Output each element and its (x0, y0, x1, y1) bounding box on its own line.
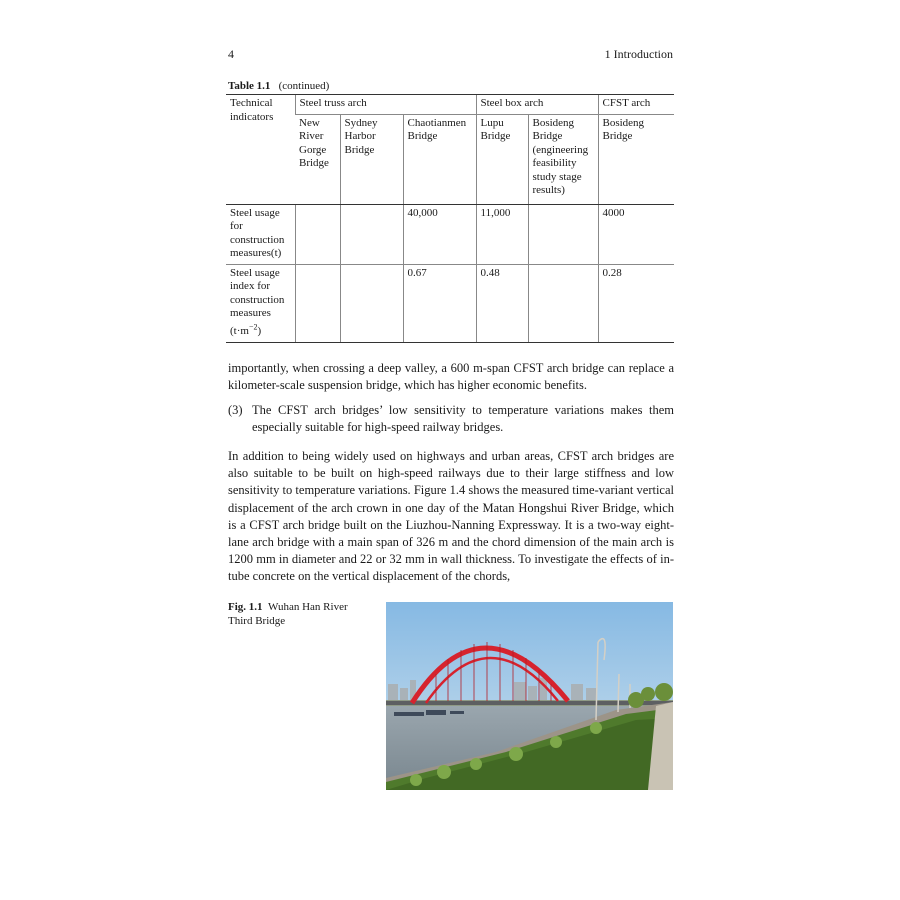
bridge-header-sydney: Sydney Harbor Bridge (340, 114, 403, 204)
bridge-photo (386, 602, 673, 790)
paragraph-continuation: importantly, when crossing a deep valley, a 600 m-span CFST arch bridge can replace a kilometer-scale suspension bridge, which has higher economic benefits. (228, 361, 674, 393)
row-label (226, 264, 295, 342)
table-cell: 0.48 (476, 264, 528, 342)
bridge-header-chaotianmen: Chaotianmen Bridge (403, 114, 476, 204)
table-label: Table 1.1 (228, 80, 271, 92)
bridge-header-bosideng-study: Bosideng Bridge (engineering feasibility study stage results) (528, 114, 598, 204)
table-row (226, 204, 674, 264)
bridge-header-new-river: New River Gorge Bridge (295, 114, 340, 204)
row-label: Steel usage for construction measures(t) (226, 204, 295, 264)
bridge-photo-illustration (386, 602, 673, 790)
table-cell (528, 204, 598, 264)
row-label-unit: $(t\cdot m^{-2})$ (230, 322, 262, 338)
figure-caption (228, 600, 368, 628)
table-cell: 0.28 (598, 264, 674, 342)
point-number: (3) (228, 403, 243, 417)
paragraph-body: In addition to being widely used on highways and urban areas, CFST arch bridges are also suitable to be built on high-speed railways due to their large stiffness and low sensitivity to temperature variations. Figure 1.4 shows the measured time-variant vertical displacement of the arch crown in one day of the Matan Hongshui River Bridge, which is a CFST arch bridge built on the Liuzhou-Nanning Expressway. It is a two-way eight-lane arch bridge with a main span of 326 m and the chord dimension of the main arch is 1200 mm in diameter and 22 or 32 mm in wall thickness. To investigate the effects of in-tube concrete on the vertical displacement of the chords, (228, 449, 674, 584)
table-cell (295, 264, 340, 342)
table-cell (528, 264, 598, 342)
bridge-header-lupu: Lupu Bridge (476, 114, 528, 204)
figure-label: Fig. 1.1 (228, 601, 263, 613)
table-cell: 4000 (598, 204, 674, 264)
table-cell (340, 204, 403, 264)
numbered-point (228, 402, 674, 436)
bridge-header-bosideng: Bosideng Bridge (598, 114, 674, 204)
group-header-steel-box: Steel box arch (476, 95, 598, 115)
point-text: The CFST arch bridges’ low sensitivity to temperature variations makes them especially suitable for high-speed railway bridges. (252, 403, 674, 435)
row-label-text: Steel usage index for construction measures (230, 266, 285, 319)
group-header-steel-truss: Steel truss arch (295, 95, 476, 115)
running-header: 1 Introduction (604, 47, 673, 61)
table-cell: 0.67 (403, 264, 476, 342)
table-row (226, 264, 674, 342)
table-caption (228, 80, 329, 92)
table-header-indicators: Technical indicators (226, 95, 295, 205)
table-cell: 11,000 (476, 204, 528, 264)
table-cell (295, 204, 340, 264)
group-header-cfst: CFST arch (598, 95, 674, 115)
page-number: 4 (228, 47, 234, 61)
table-caption-text: (continued) (278, 80, 330, 92)
figure-caption-text: Wuhan Han River Third Bridge (228, 601, 348, 627)
table-cell: 40,000 (403, 204, 476, 264)
table-cell (340, 264, 403, 342)
bridge-data-table (226, 94, 674, 343)
